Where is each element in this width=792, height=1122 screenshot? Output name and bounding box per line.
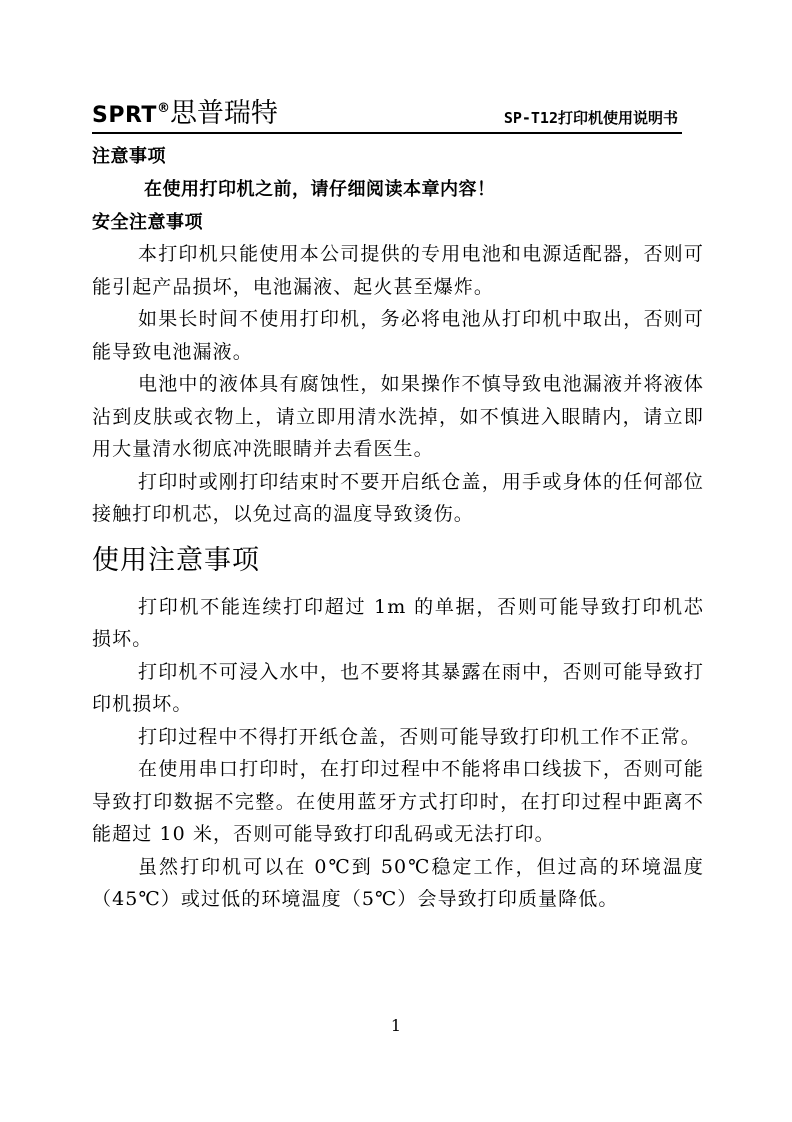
safety-paragraph: 电池中的液体具有腐蚀性，如果操作不慎导致电池漏液并将液体沾到皮肤或衣物上，请立即用清水洗掉，如不慎进入眼睛内，请立即用大量清水彻底冲洗眼睛并去看医生。: [92, 373, 704, 460]
brand-name-en: SPRT: [92, 103, 157, 128]
safety-paragraph: 如果长时间不使用打印机，务必将电池从打印机中取出，否则可能导致电池漏液。: [92, 308, 704, 363]
page-header: [92, 96, 682, 134]
brand-name-cn: 思普瑞特: [169, 98, 278, 129]
notice-warning: 在使用打印机之前，请仔细阅读本章内容！: [144, 179, 496, 200]
page-content: [92, 142, 704, 916]
usage-heading: 使用注意事项: [92, 544, 260, 576]
usage-paragraph: 打印机不可浸入水中，也不要将其暴露在雨中，否则可能导致打印机损坏。: [92, 660, 704, 715]
usage-paragraph: 打印机不能连续打印超过 1m 的单据，否则可能导致打印机芯损坏。: [92, 595, 704, 650]
safety-heading: 安全注意事项: [92, 212, 203, 233]
usage-paragraph: 打印过程中不得打开纸仓盖，否则可能导致打印机工作不正常。: [138, 725, 701, 748]
notice-heading: 注意事项: [92, 146, 166, 167]
registered-mark: ®: [156, 101, 170, 116]
page-number: 1: [390, 1016, 402, 1035]
document-title: SP-T12打印机使用说明书: [503, 109, 678, 127]
safety-paragraph: 本打印机只能使用本公司提供的专用电池和电源适配器，否则可能引起产品损坏，电池漏液、起火甚至爆炸。: [92, 243, 704, 298]
safety-paragraph: 打印时或刚打印结束时不要开启纸仓盖，用手或身体的任何部位接触打印机芯，以免过高的温度导致烫伤。: [92, 470, 704, 525]
brand-logo: [92, 91, 278, 130]
usage-paragraph: 虽然打印机可以在 0℃到 50℃稳定工作，但过高的环境温度（45℃）或过低的环境温度（5℃）会导致打印质量降低。: [92, 855, 704, 910]
usage-paragraph: 在使用串口打印时，在打印过程中不能将串口线拔下，否则可能导致打印数据不完整。在使用蓝牙方式打印时，在打印过程中距离不能超过 10 米，否则可能导致打印乱码或无法打印。: [92, 758, 704, 845]
